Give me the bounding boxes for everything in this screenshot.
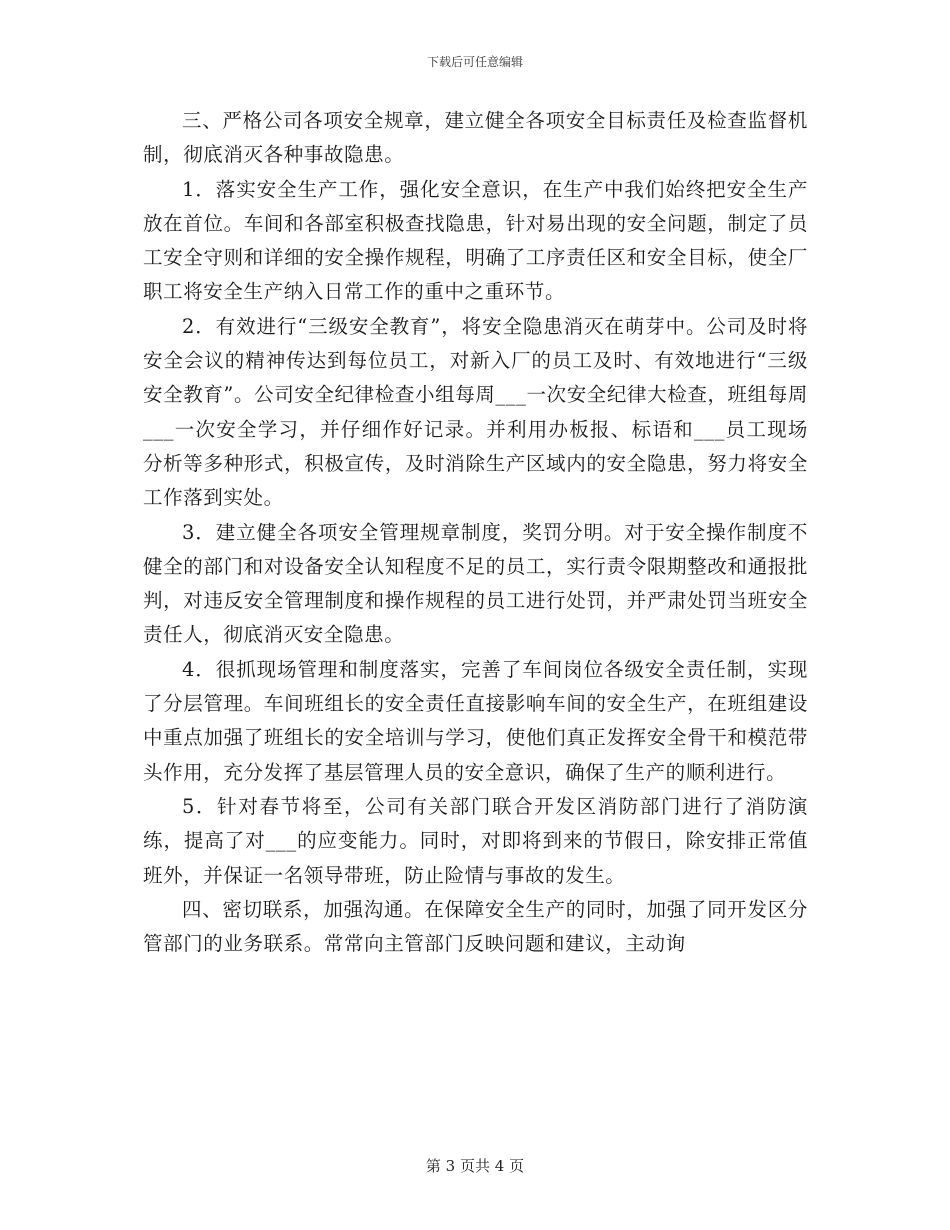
paragraph-item-1: 1．落实安全生产工作，强化安全意识，在生产中我们始终把安全生产放在首位。车间和各部室积极查找隐患，针对易出现的安全问题，制定了员工安全守则和详细的安全操作规程，明确了工序责任区和安全目标，使全厂职工将安全生产纳入日常工作的重中之重环节。 (143, 177, 808, 304)
paragraph-section-four: 四、密切联系，加强沟通。在保障安全生产的同时，加强了同开发区分管部门的业务联系。常常向主管部门反映问题和建议，主动询 (143, 897, 808, 956)
paragraph-item-2: 2．有效进行“三级安全教育”，将安全隐患消灭在萌芽中。公司及时将安全会议的精神传达到每位员工，对新入厂的员工及时、有效地进行“三级安全教育”。公司安全纪律检查小组每周___一次安全纪律大检查，班组每周___一次安全学习，并仔细作好记录。并利用办板报、标语和___员工现场分析等多种形式，积极宣传，及时消除生产区域内的安全隐患，努力将安全工作落到实处。 (143, 314, 808, 510)
paragraph-item-3: 3．建立健全各项安全管理规章制度，奖罚分明。对于安全操作制度不健全的部门和对设备安全认知程度不足的员工，实行责令限期整改和通报批判，对违反安全管理制度和操作规程的员工进行处罚，并严肃处罚当班安全责任人，彻底消灭安全隐患。 (143, 520, 808, 647)
paragraph-item-5: 5．针对春节将至，公司有关部门联合开发区消防部门进行了消防演练，提高了对___的应变能力。同时，对即将到来的节假日，除安排正常值班外，并保证一名领导带班，防止险情与事故的发生。 (143, 794, 808, 887)
page-footer: 第 3 页共 4 页 (425, 1157, 525, 1175)
page-header: 下载后可任意编辑 (426, 55, 523, 69)
document-body (143, 104, 808, 961)
paragraph-item-4: 4．很抓现场管理和制度落实，完善了车间岗位各级安全责任制，实现了分层管理。车间班组长的安全责任直接影响车间的安全生产，在班组建设中重点加强了班组长的安全培训与学习，使他们真正发挥安全骨干和模范带头作用，充分发挥了基层管理人员的安全意识，确保了生产的顺利进行。 (143, 657, 808, 784)
paragraph-section-three: 三、严格公司各项安全规章，建立健全各项安全目标责任及检查监督机制，彻底消灭各种事故隐患。 (143, 109, 808, 167)
